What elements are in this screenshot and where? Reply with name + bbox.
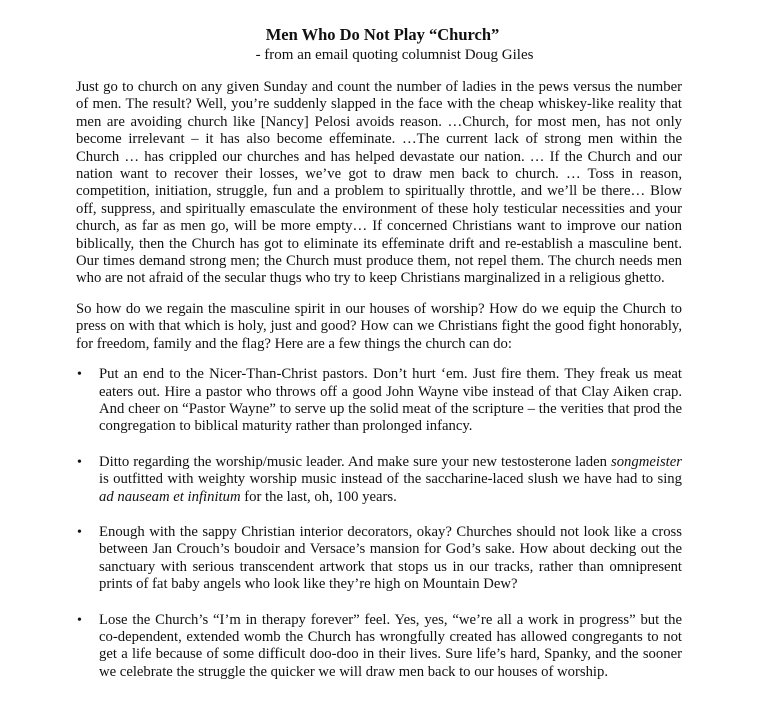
document-body [76,79,682,699]
bullet-italic-text: songmeister [611,453,682,470]
bullet-text: Put an end to the Nicer-Than-Christ pastors. Don’t hurt ‘em. Just fire them. They freak us meat eaters out. Hire a pastor who throws off a good John Wayne vibe instead of that Clay Aiken crap. And cheer on “Pastor Wayne” to serve up the solid meat of the scripture – the verities that prod the congregation to biblical maturity rather than prolonged infancy. [99,366,682,435]
bullet-icon: • [77,367,82,383]
bullet-list [76,366,682,681]
list-item [76,524,682,594]
document-subtitle: - from an email quoting columnist Doug Giles [255,47,534,63]
bullet-italic-text: ad nauseam et infinitum [99,488,241,505]
bullet-text-part: Ditto regarding the worship/music leader. And make sure your new testosterone laden [99,453,611,470]
document-title: Men Who Do Not Play “Church” [265,25,500,44]
bullet-text-part: for the last, oh, 100 years. [240,488,397,505]
bullet-text: Lose the Church’s “I’m in therapy forever” feel. Yes, yes, “we’re all a work in progress” but the co-dependent, extended womb the Church has wrongfully created has allowed congregants to not get a life because of some difficult doo-doo in their lives. Sure life’s hard, Spanky, and the sooner we celebrate the struggle the quicker we will draw men back to our houses of worship. [99,611,682,680]
bullet-icon: • [77,524,82,540]
paragraph-questions: So how do we regain the masculine spirit in our houses of worship? How do we equip the Church to press on with that which is holy, just and good? How can we Christians fight the good fight honorably, for freedom, family and the flag? Here are a few things the church can do: [76,300,682,352]
paragraph-intro: Just go to church on any given Sunday and count the number of ladies in the pews versus the number of men. The result? Well, you’re suddenly slapped in the face with the cheap whiskey-like reality that men are avoiding church like [Nancy] Pelosi avoids reason. …Church, for most men, has not only become irrelevant – it has also become effeminate. …The current lack of strong men within the Church … has crippled our churches and has helped devastate our nation. … If the Church and our nation want to recover their losses, we’ve got to draw men back to church. … Toss in reason, competition, initiation, struggle, fun and a problem to spiritually throttle, and we’ll be there… Blow off, suppress, and spiritually emasculate the environment of these holy testicular necessities and your church, as far as men go, will be more empty… If concerned Christians want to improve our nation biblically, then the Church has got to eliminate its effeminate drift and re-establish a masculine bent. Our times demand strong men; the Church must produce them, not repel them. The church needs men who are not afraid of the secular thugs who try to keep Christians marginalized in a religious ghetto. [76,79,682,287]
bullet-text: Enough with the sappy Christian interior decorators, okay? Churches should not look like a cross between Jan Crouch’s boudoir and Versace’s mansion for God’s sake. How about decking out the sanctuary with serious transcendent artwork that stops us in our tracks, rather than omnipresent prints of fat baby angels who look like they’re high on Mountain Dew? [99,523,682,593]
list-item [76,612,682,682]
bullet-icon: • [77,454,82,470]
list-item [76,454,682,506]
bullet-text-part: is outfitted with weighty worship music instead of the saccharine-laced slush we have had to sing [99,471,682,488]
bullet-icon: • [77,612,82,628]
list-item [76,366,682,436]
